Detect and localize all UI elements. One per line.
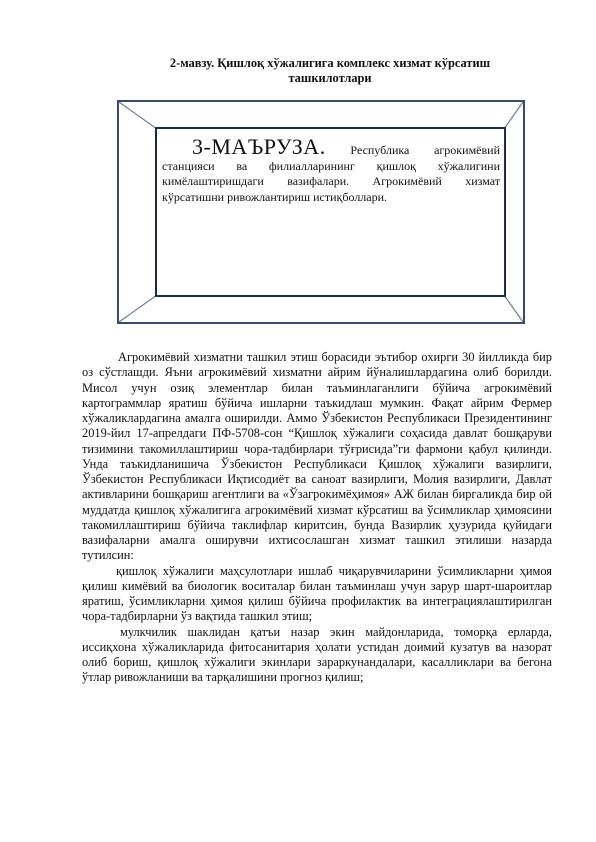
lecture-box-text	[162, 134, 500, 205]
topic-heading-line2: ташкилотлари	[288, 71, 372, 85]
body-text	[82, 350, 552, 686]
topic-heading-line1: 2-мавзу. Қишлоқ хўжалигига комплекс хизмат кўрсатиш	[169, 56, 491, 70]
bevel-line-top-right	[504, 102, 523, 129]
lecture-description: Республика агрокимёвий станцияси ва филиалларининг қишлоқ хўжалигини кимёлаштиришдаги вазифалари. Агрокимёвий хизмат кўрсатишни ривожлантириш истиқболлари.	[162, 143, 500, 204]
lecture-box	[155, 127, 506, 297]
bevel-line-bottom-right	[504, 295, 523, 322]
paragraph-3: мулкчилик шаклидан қатъи назар экин майдонларида, томорқа ерларда, иссиқхона хўжаликларида фитосанитария ҳолати устидан доимий кузатув ва назорат олиб бориш, қишлоқ хўжалиги экинлари зараркунандалари, касалликлари ва бегона ўтлар ривожланиши ва тарқалишини прогноз қилиш;	[82, 624, 552, 685]
paragraph-1: Агрокимёвий хизматни ташкил этиш борасиди эътибор охирги 30 йилликда бир оз сўстлашди. Яъни агрокимёвий хизматни айрим йўналишлардагина олиб борилди. Мисол учун озиқ элементлар билан таъминлаганлиги бўйича агрокимёвий картограммлар яратиш бўйича ишларни таъкидлаш мумкин. Фақат айрим Фермер хўжаликлардагина амалга оширилди. Аммо Ўзбекистон Республикаси Президентининг 2019-йил 17-апрелдаги ПФ-5708-сон “Қишлоқ хўжалиги соҳасида давлат бошқаруви тизимини такомиллаштириш чора-тадбирлари тўғрисида”ги фармони қабул қилинди. Унда таъкидланишича Ўзбекистон Республикаси Қишлоқ хўжалиги вазирлиги, Ўзбекистон Республикаси Иқтисодиёт ва саноат вазирлиги, Молия вазирлиги, Давлат активларини бошқариш агентлиги ва «Ўзагрокимёҳимоя» АЖ билан биргаликда бир ой муддатда қишлоқ хўжалигига агрокимёвий хизмат кўрсатиш ва ўсимликлар ҳимоясини такомиллаштириш бўйича таклифлар киритсин, бунда Вазирлик ҳузурида қуйидаги вазифаларни амалга оширувчи ихтисослашган хизмат ташкил этилиши назарда тутилсин:	[82, 350, 552, 563]
paragraph-2: қишлоқ хўжалиги маҳсулотлари ишлаб чиқарувчиларини ўсимликларни ҳимоя қилиш кимёвий ва биологик воситалар билан таъминлаш учун зарур шарт-шароитлар яратиш, ўсимликларни ҳимоя қилиш бўйича профилактик ва интеграциялаштирилган чора-тадбирларни ўз вақтида ташкил этиш;	[82, 563, 552, 624]
bevel-line-top-left	[119, 102, 157, 129]
lecture-title: 3-МАЪРУЗА.	[192, 134, 326, 159]
bevel-line-bottom-left	[119, 295, 157, 322]
